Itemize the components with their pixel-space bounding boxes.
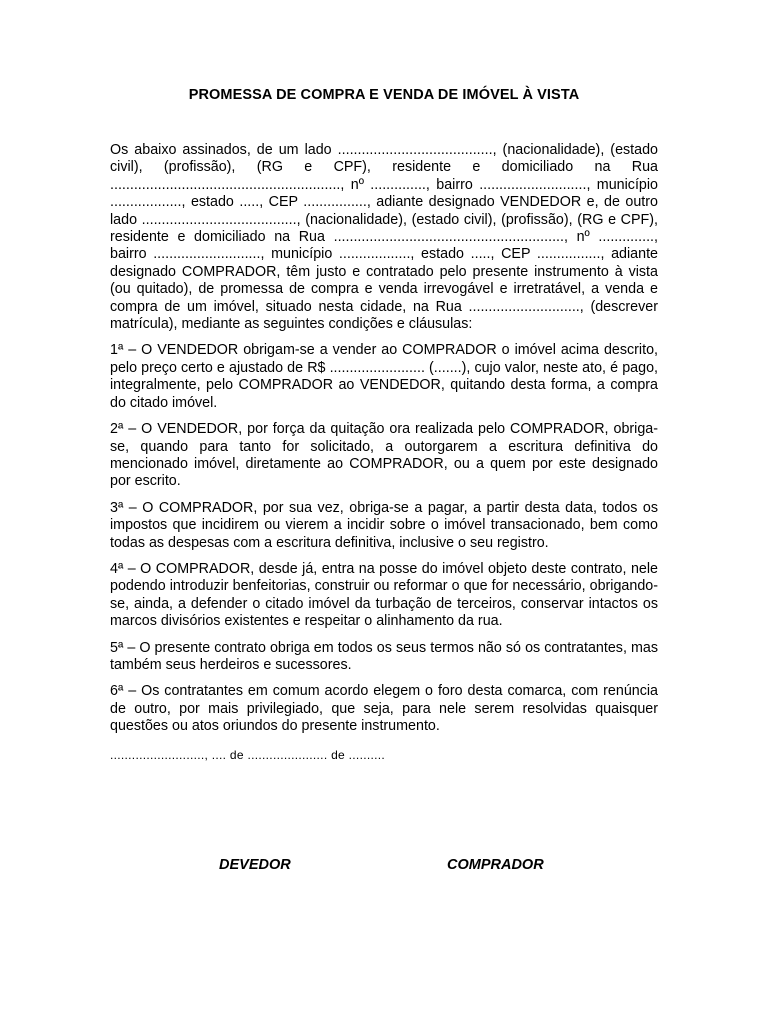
date-line: .........................., .... de ...................... de .......... (110, 747, 386, 762)
signature-buyer-label: COMPRADOR (447, 857, 544, 873)
document-body (110, 142, 658, 763)
clause-3: 3ª – O COMPRADOR, por sua vez, obriga-se a pagar, a partir desta data, todos os impostos que incidirem ou vierem a incidir sobre o imóvel transacionado, bem como todas as despesas com a escritura definitiva, inclusive o seu registro. (110, 499, 658, 551)
intro-paragraph: Os abaixo assinados, de um lado ......................................., (nacionalidade), (estado civil), (profissão), (RG e CPF), residente e domiciliado na Rua .........................................................., nº .............., bairro ..........................., município .................., estado ....., CEP ................, adiante designado VENDEDOR e, de outro lado ......................................., (nacionalidade), (estado civil), (profissão), (RG e CPF), residente e domiciliado na Rua .........................................................., nº .............., bairro ..........................., município .................., estado ....., CEP ................, adiante designado COMPRADOR, têm justo e contratado pelo presente instrumento à vista (ou quitado), de promessa de compra e venda irrevogável e irretratável, a venda e compra de um imóvel, situado nesta cidade, na Rua ............................, (descrever matrícula), mediante as seguintes condições e cláusulas: (110, 142, 658, 333)
clause-5: 5ª – O presente contrato obriga em todos os seus termos não só os contratantes, mas também seus herdeiros e sucessores. (110, 639, 658, 673)
clause-4: 4ª – O COMPRADOR, desde já, entra na posse do imóvel objeto deste contrato, nele podendo introduzir benfeitorias, construir ou reformar o que for necessário, obrigando-se, ainda, a defender o citado imóvel da turbação de terceiros, conservar intactos os marcos divisórios existentes e respeitar o alinhamento da rua. (110, 560, 658, 630)
clause-2: 2ª – O VENDEDOR, por força da quitação ora realizada pelo COMPRADOR, obriga-se, quando para tanto for solicitado, a outorgarem a escritura definitiva do mencionado imóvel, diretamente ao COMPRADOR, ou a quem por este designado por escrito. (110, 421, 658, 490)
signature-seller-label: DEVEDOR (219, 857, 291, 873)
document-title: PROMESSA DE COMPRA E VENDA DE IMÓVEL À VISTA (188, 87, 580, 103)
clause-1: 1ª – O VENDEDOR obrigam-se a vender ao COMPRADOR o imóvel acima descrito, pelo preço certo e ajustado de R$ ........................ (.......), cujo valor, neste ato, é pago, integralmente, pelo COMPRADOR ao VENDEDOR, quitando desta forma, a compra do citado imóvel. (110, 342, 658, 411)
clause-6: 6ª – Os contratantes em comum acordo elegem o foro desta comarca, com renúncia de outro, por mais privilegiado, que seja, para nele serem resolvidas quaisquer questões ou atos oriundos do presente instrumento. (110, 683, 658, 735)
